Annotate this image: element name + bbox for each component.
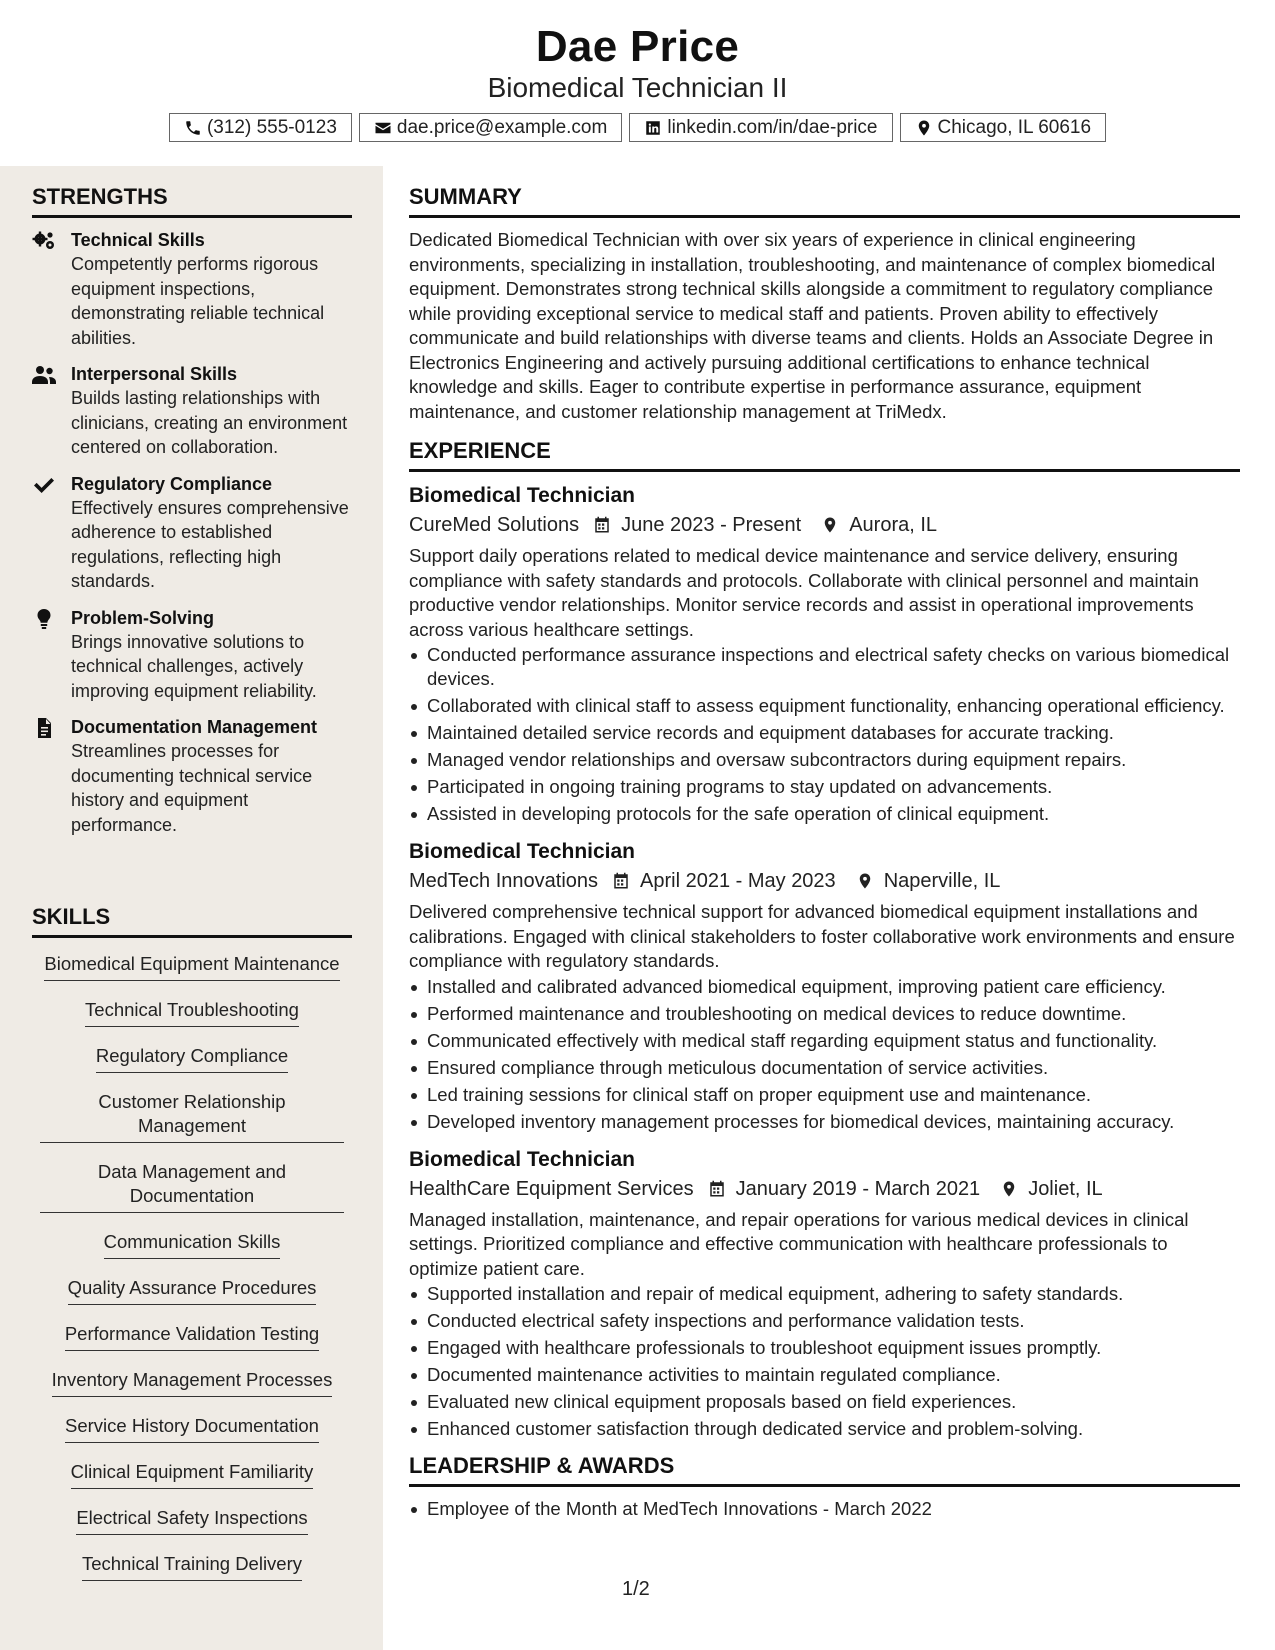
job-meta xyxy=(409,510,1240,540)
document-icon xyxy=(32,718,56,738)
summary-heading: SUMMARY xyxy=(409,184,1240,218)
strength-name: Technical Skills xyxy=(71,230,205,250)
page-number: 1/2 xyxy=(622,1578,650,1600)
map-pin-icon xyxy=(821,516,839,534)
job-bullets xyxy=(409,975,1240,1134)
resume-header xyxy=(0,0,1275,166)
skills-section xyxy=(32,904,352,1598)
strengths-heading: STRENGTHS xyxy=(32,184,352,218)
calendar-icon xyxy=(708,1180,726,1198)
award-item: Employee of the Month at MedTech Innovations - March 2022 xyxy=(409,1497,1240,1521)
map-pin-icon xyxy=(1000,1180,1018,1198)
strength-desc: Builds lasting relationships with clinicians, creating an environment centered on collaboration. xyxy=(71,388,348,457)
leadership-list xyxy=(409,1497,1240,1521)
candidate-name: Dae Price xyxy=(535,22,740,71)
phone-text: (312) 555-0123 xyxy=(206,116,337,138)
strength-item xyxy=(32,715,352,837)
skill-item: Communication Skills xyxy=(104,1230,281,1259)
job-title: Biomedical Technician xyxy=(409,484,636,507)
job-bullet: Documented maintenance activities to maintain regulated compliance. xyxy=(409,1363,1240,1387)
skills-heading: SKILLS xyxy=(32,904,352,938)
linkedin-text: linkedin.com/in/dae-price xyxy=(667,116,878,138)
strength-desc: Effectively ensures comprehensive adherence to established regulations, reflecting high standards. xyxy=(71,497,349,591)
location-text: Chicago, IL 60616 xyxy=(937,116,1092,138)
skill-item: Technical Training Delivery xyxy=(82,1552,302,1581)
calendar-icon xyxy=(593,516,611,534)
job-bullets xyxy=(409,1282,1240,1441)
skill-item: Performance Validation Testing xyxy=(65,1322,319,1351)
users-icon xyxy=(32,365,56,385)
job-bullet: Ensured compliance through meticulous documentation of service activities. xyxy=(409,1056,1240,1080)
job-location: Naperville, IL xyxy=(883,870,1001,892)
gears-icon xyxy=(32,231,56,251)
job-bullet: Supported installation and repair of medical equipment, adhering to safety standards. xyxy=(409,1282,1240,1306)
main-column xyxy=(409,166,1240,1524)
contact-location xyxy=(900,113,1107,142)
job-description: Delivered comprehensive technical support for advanced biomedical equipment installations and calibrations. Engaged with clinical stakeholders to foster collaborative work environments and ensure compliance with regulatory standards. xyxy=(409,901,1235,971)
map-pin-icon xyxy=(856,872,874,890)
job-description: Managed installation, maintenance, and repair operations for various medical devices in clinical settings. Prioritized compliance and effective communication with healthcare professionals to optimize patient care. xyxy=(409,1208,1189,1279)
strength-name: Regulatory Compliance xyxy=(71,473,273,494)
strength-name: Problem-Solving xyxy=(71,607,215,628)
job-description: Support daily operations related to medical device maintenance and service delivery, ensuring compliance with safety standards and protocols. Collaborate with clinical personnel and maintain productive vendor relationships. Monitor service records and assist in operational improvements across various healthcare settings. xyxy=(409,545,1199,640)
job-bullet: Conducted performance assurance inspections and electrical safety checks on various biomedical devices. xyxy=(409,643,1240,691)
strength-item xyxy=(32,228,352,350)
email-text: dae.price@example.com xyxy=(396,116,608,138)
job-bullet: Engaged with healthcare professionals to troubleshoot equipment issues promptly. xyxy=(409,1336,1240,1360)
strength-desc: Brings innovative solutions to technical challenges, actively improving equipment reliability. xyxy=(71,631,317,701)
skill-list xyxy=(32,948,352,1598)
job-location: Joliet, IL xyxy=(1028,1177,1103,1200)
strength-name: Documentation Management xyxy=(71,717,318,737)
job-bullet: Participated in ongoing training programs to stay updated on advancements. xyxy=(409,775,1240,799)
contact-linkedin[interactable] xyxy=(629,113,892,142)
job-bullet: Conducted electrical safety inspections and performance validation tests. xyxy=(409,1309,1240,1333)
linkedin-icon xyxy=(644,119,662,137)
job-dates: January 2019 - March 2021 xyxy=(735,1177,981,1200)
job-company: HealthCare Equipment Services xyxy=(409,1177,694,1200)
strengths-section xyxy=(32,184,352,849)
job-bullet: Enhanced customer satisfaction through dedicated service and problem-solving. xyxy=(409,1417,1240,1441)
skill-item: Customer Relationship Management xyxy=(40,1090,344,1143)
contact-phone[interactable] xyxy=(169,113,352,142)
strength-name: Interpersonal Skills xyxy=(71,364,238,384)
job-bullets xyxy=(409,643,1240,826)
job-bullet: Led training sessions for clinical staff on proper equipment use and maintenance. xyxy=(409,1083,1240,1107)
job-bullet: Communicated effectively with medical staff regarding equipment status and functionality. xyxy=(409,1029,1240,1053)
job-dates: June 2023 - Present xyxy=(621,514,802,536)
job-bullet: Performed maintenance and troubleshooting on medical devices to reduce downtime. xyxy=(409,1002,1240,1026)
strength-item xyxy=(32,472,352,594)
skill-item: Technical Troubleshooting xyxy=(85,998,299,1027)
experience-heading: EXPERIENCE xyxy=(409,438,1240,472)
strength-item xyxy=(32,362,352,460)
contact-bar xyxy=(0,113,1275,142)
job-bullet: Managed vendor relationships and oversaw subcontractors during equipment repairs. xyxy=(409,748,1240,772)
skill-item: Service History Documentation xyxy=(65,1414,319,1443)
job-entry xyxy=(409,838,1240,1134)
job-bullet: Installed and calibrated advanced biomedical equipment, improving patient care efficiency. xyxy=(409,975,1240,999)
job-bullet: Assisted in developing protocols for the safe operation of clinical equipment. xyxy=(409,802,1240,826)
strength-desc: Streamlines processes for documenting technical service history and equipment performance. xyxy=(71,741,313,835)
leadership-heading: LEADERSHIP & AWARDS xyxy=(409,1453,1240,1487)
skill-item: Inventory Management Processes xyxy=(52,1368,333,1397)
job-company: MedTech Innovations xyxy=(409,870,599,892)
job-bullet: Collaborated with clinical staff to assess equipment functionality, enhancing operational efficiency. xyxy=(409,694,1240,718)
skill-item: Biomedical Equipment Maintenance xyxy=(44,952,339,981)
check-icon xyxy=(32,475,56,495)
job-dates: April 2021 - May 2023 xyxy=(640,870,836,892)
candidate-title: Biomedical Technician II xyxy=(487,72,788,103)
job-meta xyxy=(409,1174,1240,1204)
skill-item: Clinical Equipment Familiarity xyxy=(71,1460,314,1489)
summary-text: Dedicated Biomedical Technician with over six years of experience in clinical engineering environments, specializing in installation, troubleshooting, and maintenance of complex biomedical equipment. Demonstrates strong technical skills alongside a commitment to regulatory compliance while providing exceptional service to medical staff and patients. Proven ability to effectively communicate and build relationships with diverse teams and clients. Holds an Associate Degree in Electronics Engineering and actively pursuing additional certifications to enhance technical knowledge and skills. Eager to contribute expertise in performance assurance, equipment maintenance, and customer relationship management at TriMedx. xyxy=(409,229,1216,422)
job-location: Aurora, IL xyxy=(849,514,938,536)
skill-item: Regulatory Compliance xyxy=(96,1044,288,1073)
calendar-icon xyxy=(612,872,630,890)
lightbulb-icon xyxy=(32,609,56,629)
map-pin-icon xyxy=(915,119,933,137)
skill-item: Quality Assurance Procedures xyxy=(68,1276,317,1305)
contact-email[interactable] xyxy=(359,113,622,142)
job-bullet: Developed inventory management processes for biomedical devices, maintaining accuracy. xyxy=(409,1110,1240,1134)
skill-item: Data Management and Documentation xyxy=(40,1160,344,1213)
job-company: CureMed Solutions xyxy=(409,514,580,536)
strength-item xyxy=(32,606,352,704)
skill-item: Electrical Safety Inspections xyxy=(76,1506,307,1535)
job-entry xyxy=(409,1146,1240,1442)
job-bullet: Evaluated new clinical equipment proposals based on field experiences. xyxy=(409,1390,1240,1414)
sidebar xyxy=(0,166,383,1650)
job-title: Biomedical Technician xyxy=(409,1147,636,1171)
job-meta xyxy=(409,866,1240,896)
job-bullet: Maintained detailed service records and equipment databases for accurate tracking. xyxy=(409,721,1240,745)
phone-icon xyxy=(184,119,202,137)
job-entry xyxy=(409,482,1240,826)
envelope-icon xyxy=(374,119,392,137)
job-title: Biomedical Technician xyxy=(409,840,636,863)
strength-desc: Competently performs rigorous equipment inspections, demonstrating reliable technical abilities. xyxy=(71,254,325,348)
